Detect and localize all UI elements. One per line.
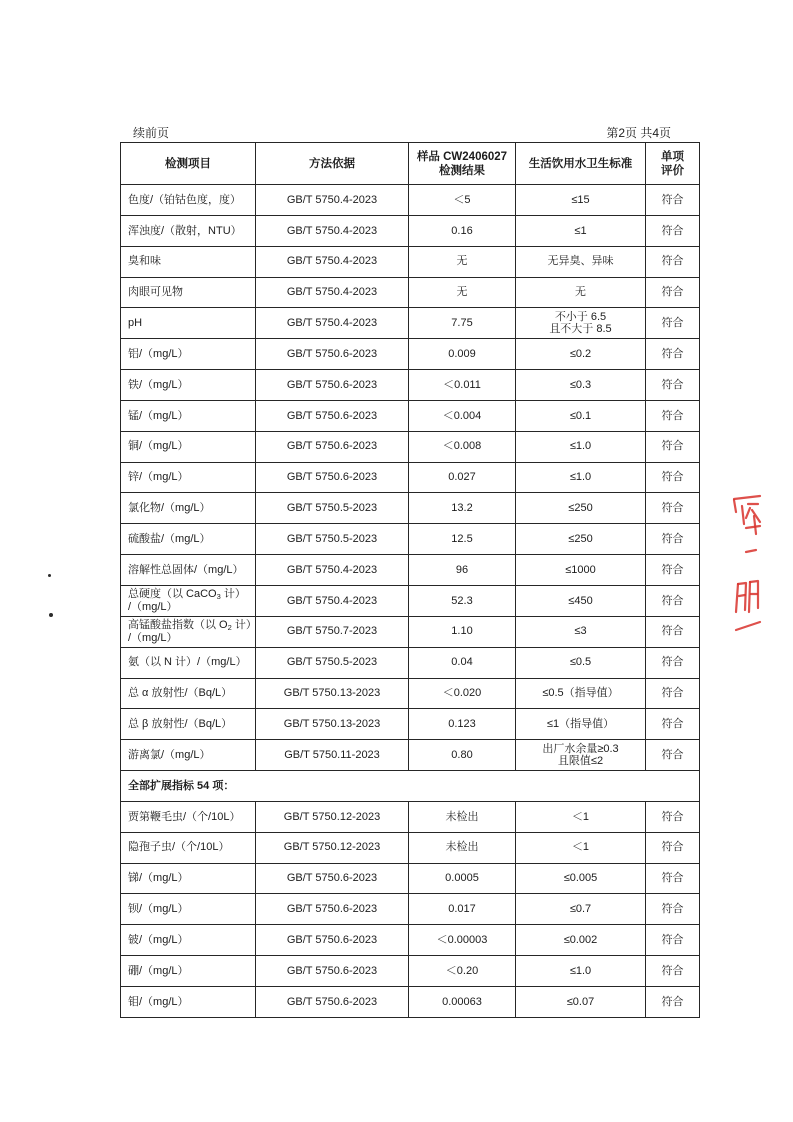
cell-method: GB/T 5750.6-2023 [256,370,409,401]
standard-line: 无异臭、异味 [547,255,614,268]
cell-standard [516,246,646,277]
cell-standard [516,185,646,216]
standard-line: ≤1（指导值） [546,718,615,731]
standard-line: ≤0.002 [563,933,598,946]
cell-standard [516,925,646,956]
item-line: 铝/（mg/L） [128,347,189,360]
item-line [128,588,253,601]
cell-item [121,185,256,216]
cell-method: GB/T 5750.6-2023 [256,431,409,462]
standard-line: 且限值≤2 [557,755,604,768]
cell-evaluation: 符合 [646,400,700,431]
table-row [121,863,700,894]
table-row [121,801,700,832]
cell-result: 13.2 [409,493,516,524]
cell-standard [516,400,646,431]
cell-standard [516,555,646,586]
standard-line: ≤0.005 [563,872,598,885]
cell-item [121,493,256,524]
item-line: 总 β 放射性/（Bq/L） [128,718,233,731]
table-row [121,370,700,401]
cell-result: 0.04 [409,647,516,678]
cell-evaluation: 符合 [646,801,700,832]
cell-evaluation: 符合 [646,493,700,524]
cell-method: GB/T 5750.6-2023 [256,986,409,1017]
standard-line: ≤1.0 [569,471,592,484]
seal-stamp-fragment [720,488,776,648]
table-row [121,709,700,740]
item-line-text: 计） [231,619,257,632]
cell-standard [516,431,646,462]
standard-line: ≤1.0 [569,964,592,977]
standard-line: ≤0.07 [566,995,595,1008]
cell-result: 0.017 [409,894,516,925]
cell-evaluation: 符合 [646,185,700,216]
standard-line: 出厂水余量≥0.3 [542,742,619,755]
cell-result: 0.027 [409,462,516,493]
cell-item [121,308,256,339]
cell-item [121,277,256,308]
item-line: 钼/（mg/L） [128,995,189,1008]
cell-item [121,863,256,894]
cell-evaluation: 符合 [646,215,700,246]
cell-standard [516,709,646,740]
cell-method: GB/T 5750.12-2023 [256,832,409,863]
cell-standard [516,647,646,678]
cell-item [121,832,256,863]
table-row [121,555,700,586]
standard-line: 不小于 6.5 [554,310,607,323]
cell-item [121,647,256,678]
cell-method: GB/T 5750.5-2023 [256,524,409,555]
cell-item [121,339,256,370]
cell-evaluation: 符合 [646,740,700,771]
cell-standard [516,370,646,401]
cell-standard [516,308,646,339]
standard-line: ≤0.3 [569,378,592,391]
table-row [121,308,700,339]
cell-evaluation: 符合 [646,925,700,956]
item-line: 铍/（mg/L） [128,933,189,946]
cell-standard [516,524,646,555]
cell-evaluation: 符合 [646,462,700,493]
test-results-table [120,142,700,1018]
column-header-evaluation [646,143,700,185]
cell-standard [516,493,646,524]
item-line: 铜/（mg/L） [128,440,189,453]
cell-evaluation: 符合 [646,678,700,709]
table-row [121,616,700,647]
item-line: /（mg/L） [128,631,178,644]
cell-evaluation: 符合 [646,246,700,277]
table-row [121,894,700,925]
cell-standard [516,215,646,246]
cell-item [121,400,256,431]
column-header-line: 单项 [661,150,684,163]
column-header-standard [516,143,646,185]
cell-result: ＜0.20 [409,956,516,987]
cell-result: 12.5 [409,524,516,555]
cell-item [121,678,256,709]
page-number-label: 第2页 共4页 [606,126,671,140]
item-line: 锌/（mg/L） [128,471,189,484]
table-row [121,462,700,493]
cell-standard [516,462,646,493]
table-row [121,431,700,462]
cell-item [121,585,256,616]
table-header-row [121,143,700,185]
cell-item [121,616,256,647]
item-line: 锰/（mg/L） [128,409,189,422]
cell-method: GB/T 5750.5-2023 [256,647,409,678]
cell-standard [516,678,646,709]
cell-method: GB/T 5750.4-2023 [256,277,409,308]
standard-line: ＜1 [571,810,590,823]
item-line: 钡/（mg/L） [128,903,189,916]
section-title: 全部扩展指标 54 项： [121,771,700,802]
standard-line: 且不大于 8.5 [549,323,612,336]
cell-evaluation: 符合 [646,956,700,987]
cell-result: 52.3 [409,585,516,616]
item-line: 臭和味 [128,255,161,268]
item-line: 铁/（mg/L） [128,378,189,391]
item-line: 锑/（mg/L） [128,872,189,885]
table-row [121,585,700,616]
item-line-text: 高锰酸盐指数（以 O [128,619,228,632]
table-row [121,986,700,1017]
cell-result: 0.009 [409,339,516,370]
table-body [121,185,700,1018]
column-header-result [409,143,516,185]
cell-result: 0.00063 [409,986,516,1017]
standard-line: ≤450 [568,594,593,607]
cell-evaluation: 符合 [646,832,700,863]
item-line: 总 α 放射性/（Bq/L） [128,687,233,700]
cell-standard [516,585,646,616]
cell-result: 无 [409,277,516,308]
cell-method: GB/T 5750.5-2023 [256,493,409,524]
cell-method: GB/T 5750.6-2023 [256,956,409,987]
cell-item [121,894,256,925]
cell-result: 0.80 [409,740,516,771]
cell-method: GB/T 5750.6-2023 [256,462,409,493]
cell-item [121,431,256,462]
cell-standard [516,740,646,771]
cell-standard [516,863,646,894]
standard-line: 无 [575,286,586,299]
cell-method: GB/T 5750.4-2023 [256,308,409,339]
cell-evaluation: 符合 [646,986,700,1017]
column-header-line: 样品 CW2406027 [416,150,508,163]
cell-standard [516,339,646,370]
cell-standard [516,277,646,308]
cell-result: ＜0.011 [409,370,516,401]
cell-standard [516,986,646,1017]
item-line: 硼/（mg/L） [128,964,189,977]
cell-result: 未检出 [409,801,516,832]
table-row [121,832,700,863]
cell-evaluation: 符合 [646,339,700,370]
cell-item [121,215,256,246]
column-header-method [256,143,409,185]
continued-from-previous-label: 续前页 [133,126,170,140]
cell-method: GB/T 5750.4-2023 [256,246,409,277]
subscript: 3 [216,592,221,602]
cell-standard [516,894,646,925]
cell-result: 1.10 [409,616,516,647]
table-row [121,524,700,555]
cell-result: ＜0.004 [409,400,516,431]
cell-result: 未检出 [409,832,516,863]
cell-result: 0.123 [409,709,516,740]
punch-mark [48,574,51,577]
standard-line: ≤0.5（指导值） [542,687,619,700]
table-row [121,925,700,956]
standard-line: ≤250 [568,502,593,515]
cell-item [121,246,256,277]
cell-evaluation: 符合 [646,370,700,401]
table-row [121,493,700,524]
cell-item [121,524,256,555]
table-row [121,339,700,370]
cell-item [121,740,256,771]
item-line: 隐孢子虫/（个/10L） [128,841,230,854]
cell-method: GB/T 5750.4-2023 [256,585,409,616]
standard-line: ≤0.2 [569,347,592,360]
cell-item [121,370,256,401]
table-row [121,740,700,771]
cell-item [121,709,256,740]
cell-result: ＜0.00003 [409,925,516,956]
table-row [121,956,700,987]
cell-result: 7.75 [409,308,516,339]
table-row [121,277,700,308]
item-line: 浑浊度/（散射，NTU） [128,224,242,237]
item-line: 溶解性总固体/（mg/L） [128,563,244,576]
item-line: 游离氯/（mg/L） [128,748,211,761]
standard-line: ≤1.0 [569,440,592,453]
cell-evaluation: 符合 [646,709,700,740]
cell-item [121,801,256,832]
cell-item [121,555,256,586]
item-line [128,619,257,633]
item-line: pH [128,317,143,330]
cell-method: GB/T 5750.11-2023 [256,740,409,771]
cell-method: GB/T 5750.7-2023 [256,616,409,647]
cell-standard [516,956,646,987]
item-line-text: 计） [220,588,246,601]
cell-evaluation: 符合 [646,277,700,308]
cell-standard [516,616,646,647]
cell-item [121,956,256,987]
standard-line: ＜1 [571,841,590,854]
cell-result: 96 [409,555,516,586]
cell-method: GB/T 5750.6-2023 [256,400,409,431]
item-line: /（mg/L） [128,600,178,613]
standard-line: ≤0.7 [569,903,592,916]
cell-method: GB/T 5750.6-2023 [256,925,409,956]
cell-evaluation: 符合 [646,555,700,586]
cell-standard [516,832,646,863]
standard-line: ≤3 [574,625,587,638]
cell-method: GB/T 5750.4-2023 [256,215,409,246]
cell-item [121,986,256,1017]
cell-method: GB/T 5750.13-2023 [256,709,409,740]
cell-evaluation: 符合 [646,524,700,555]
cell-result: ＜0.020 [409,678,516,709]
standard-line: ≤250 [568,532,593,545]
column-header-line: 生活饮用水卫生标准 [528,157,633,170]
cell-method: GB/T 5750.4-2023 [256,185,409,216]
column-header-line: 检测项目 [165,157,211,170]
standard-line: ≤0.5 [569,656,592,669]
item-line: 氨（以 N 计）/（mg/L） [128,656,247,669]
cell-evaluation: 符合 [646,647,700,678]
cell-method: GB/T 5750.6-2023 [256,894,409,925]
cell-result: ＜5 [409,185,516,216]
column-header-line: 检测结果 [439,164,485,177]
cell-result: ＜0.008 [409,431,516,462]
cell-evaluation: 符合 [646,585,700,616]
table-row [121,678,700,709]
cell-standard [516,801,646,832]
standard-line: ≤1 [574,224,587,237]
subscript: 2 [227,623,232,633]
cell-result: 0.16 [409,215,516,246]
cell-method: GB/T 5750.12-2023 [256,801,409,832]
item-line: 氯化物/（mg/L） [128,502,211,515]
standard-line: ≤15 [571,193,590,206]
cell-evaluation: 符合 [646,863,700,894]
table-row [121,185,700,216]
item-line: 贾第鞭毛虫/（个/10L） [128,810,241,823]
column-header-line: 评价 [661,164,684,177]
cell-evaluation: 符合 [646,616,700,647]
punch-mark [49,613,53,617]
table-row [121,215,700,246]
cell-item [121,925,256,956]
cell-evaluation: 符合 [646,431,700,462]
cell-method: GB/T 5750.13-2023 [256,678,409,709]
cell-evaluation: 符合 [646,894,700,925]
item-line: 肉眼可见物 [128,286,183,299]
column-header-item [121,143,256,185]
column-header-line: 方法依据 [309,157,355,170]
standard-line: ≤0.1 [569,409,592,422]
cell-method: GB/T 5750.6-2023 [256,339,409,370]
table-header [121,143,700,185]
item-line: 色度/（铂钴色度，度） [128,193,242,206]
cell-method: GB/T 5750.6-2023 [256,863,409,894]
table-row [121,246,700,277]
table-row [121,400,700,431]
cell-item [121,462,256,493]
cell-method: GB/T 5750.4-2023 [256,555,409,586]
cell-evaluation: 符合 [646,308,700,339]
table-row [121,647,700,678]
section-row [121,771,700,802]
item-line-text: 总硬度（以 CaCO [128,588,217,601]
item-line: 硫酸盐/（mg/L） [128,532,211,545]
standard-line: ≤1000 [565,563,596,576]
cell-result: 无 [409,246,516,277]
cell-result: 0.0005 [409,863,516,894]
